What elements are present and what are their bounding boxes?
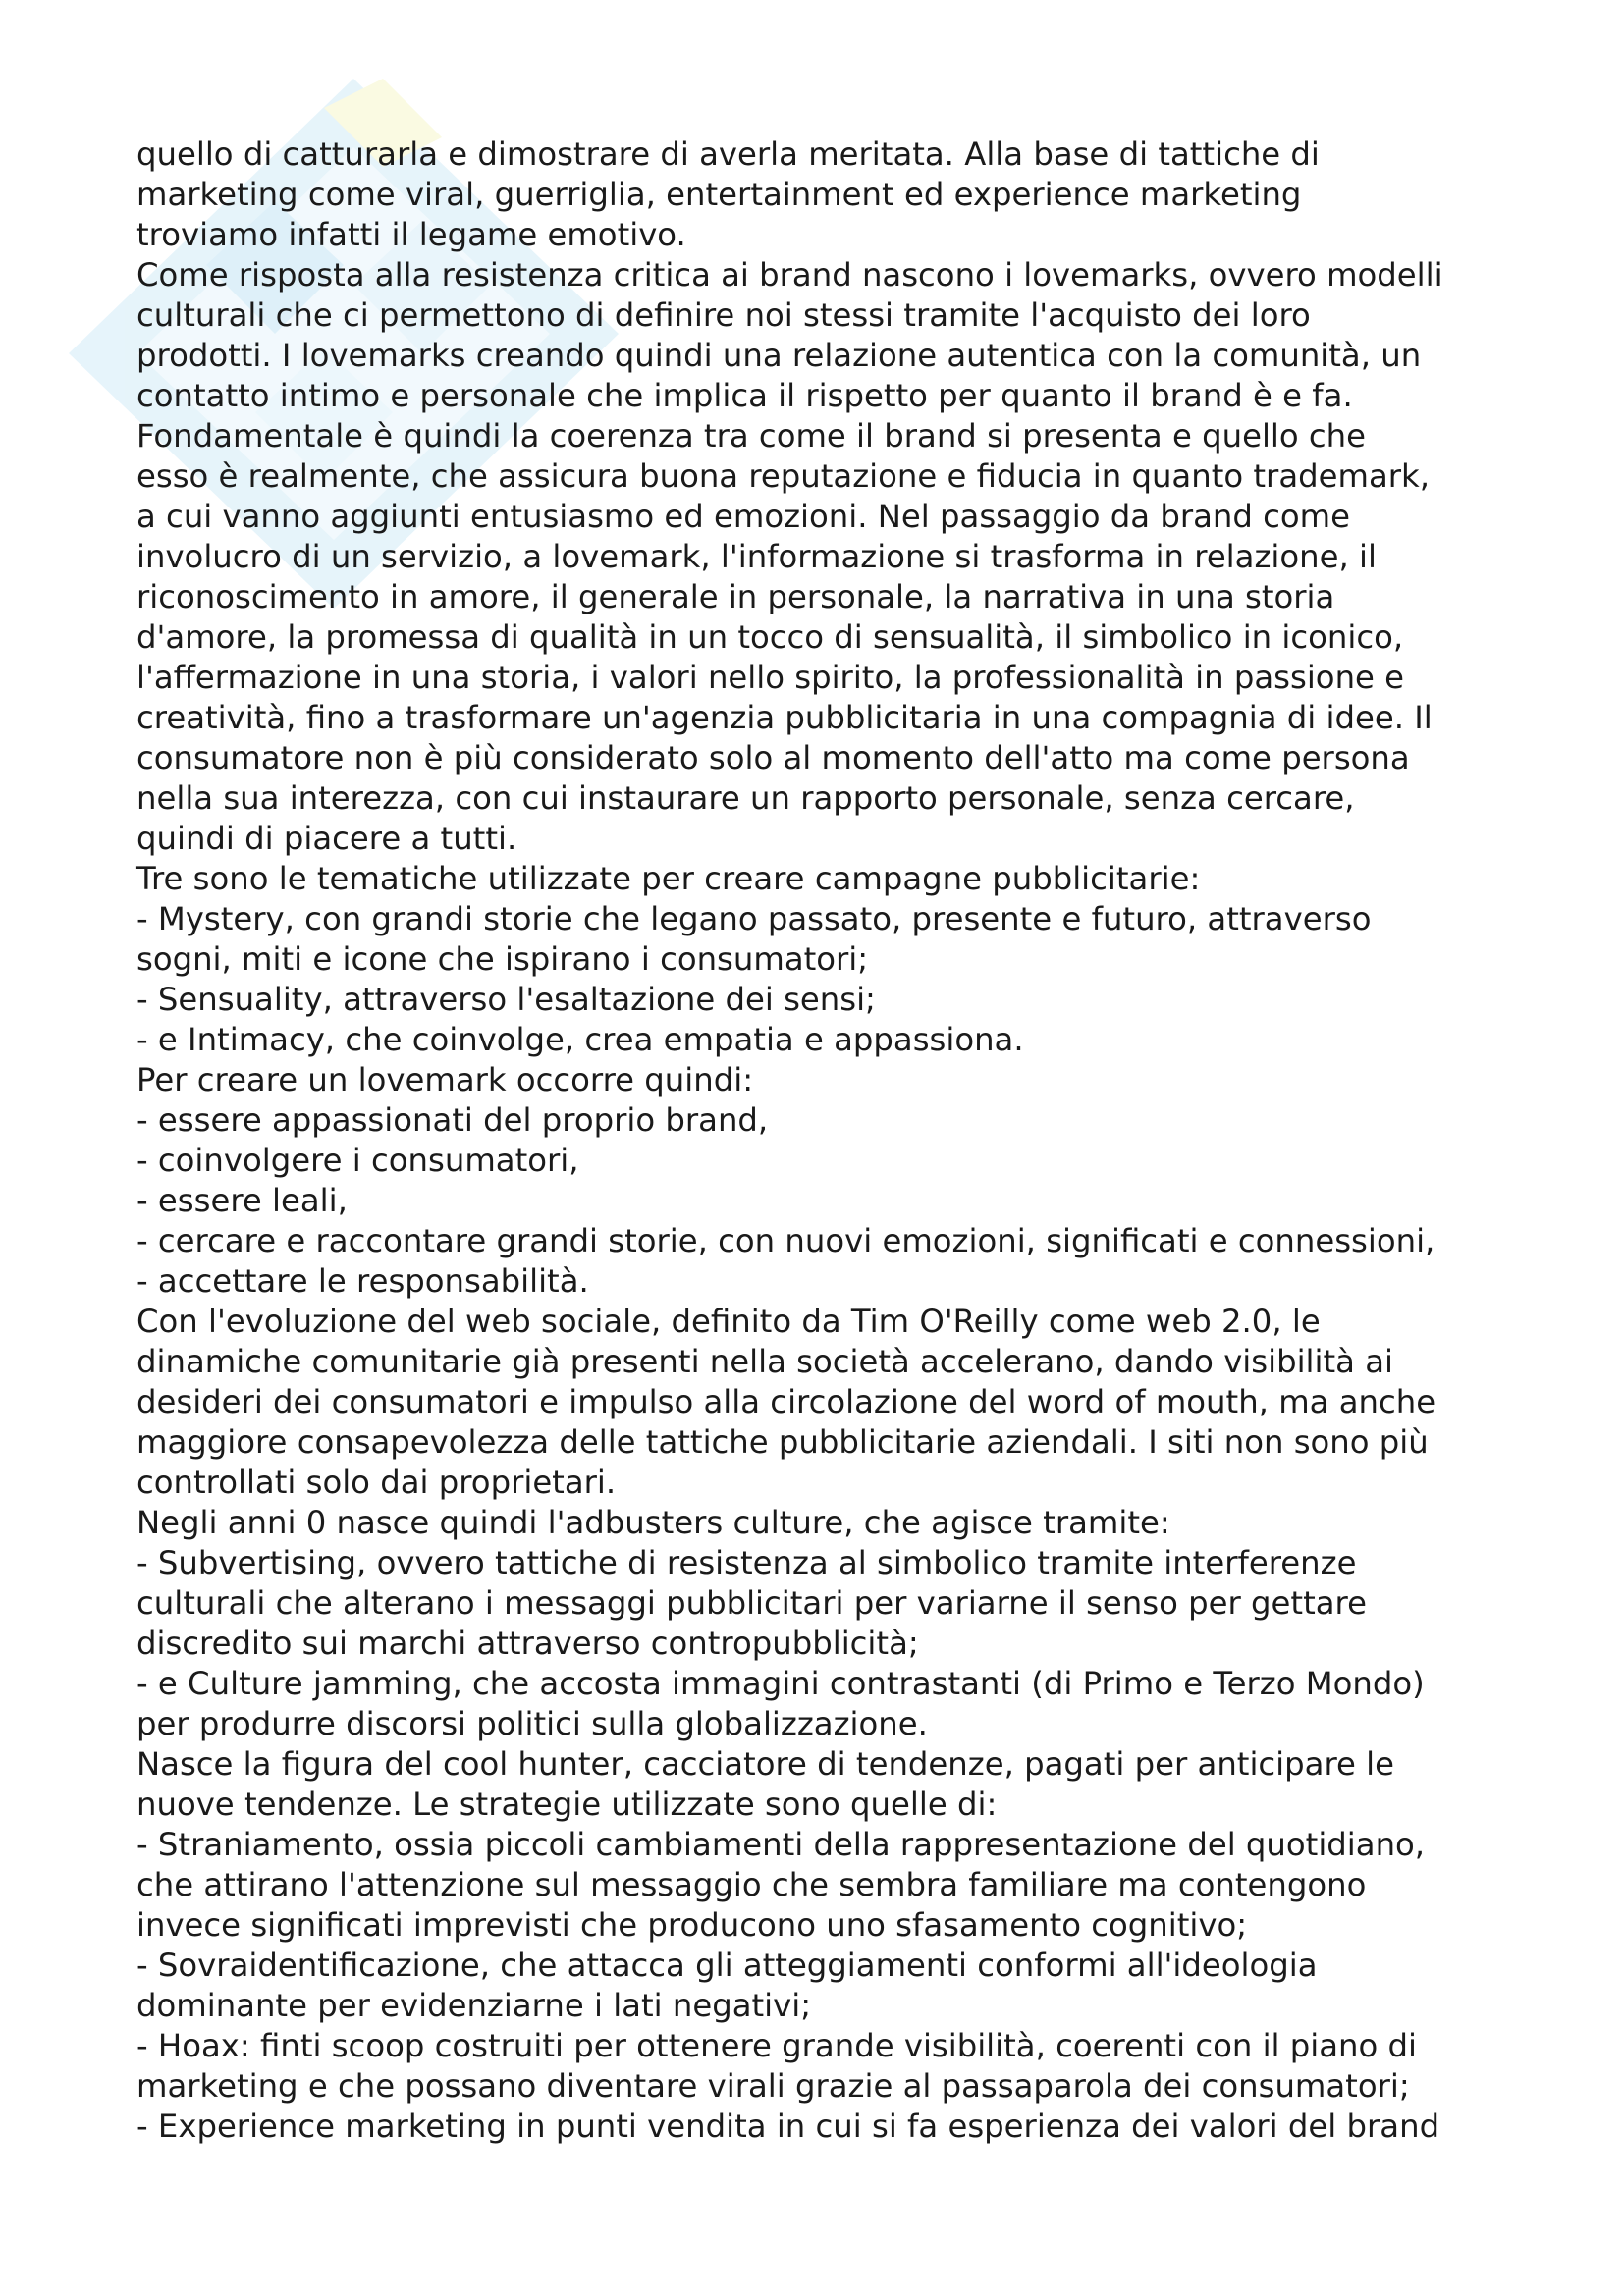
text-line: riconoscimento in amore, il generale in personale, la narrativa in una storia (136, 578, 1335, 615)
text-line: Negli anni 0 nasce quindi l'adbusters culture, che agisce tramite: (136, 1504, 1170, 1541)
text-line: - Hoax: finti scoop costruiti per ottenere grande visibilità, coerenti con il piano di (136, 2027, 1418, 2064)
text-line: - Sovraidentificazione, che attacca gli atteggiamenti conformi all'ideologia (136, 1947, 1318, 1984)
text-line: che attirano l'attenzione sul messaggio che sembra familiare ma contengono (136, 1866, 1367, 1903)
text-line: Tre sono le tematiche utilizzate per creare campagne pubblicitarie: (136, 860, 1201, 897)
text-line: d'amore, la promessa di qualità in un tocco di sensualità, il simbolico in iconico, (136, 618, 1404, 656)
text-line: esso è realmente, che assicura buona reputazione e fiducia in quanto trademark, (136, 457, 1430, 495)
text-line: creatività, fino a trasformare un'agenzia pubblicitaria in una compagnia di idee. Il (136, 699, 1433, 736)
text-line: marketing e che possano diventare virali grazie al passaparola dei consumatori; (136, 2067, 1410, 2105)
text-line: - essere appassionati del proprio brand, (136, 1101, 769, 1139)
text-line: Fondamentale è quindi la coerenza tra come il brand si presenta e quello che (136, 417, 1367, 454)
text-line: - Subvertising, ovvero tattiche di resistenza al simbolico tramite interferenze (136, 1544, 1357, 1581)
text-line: per produrre discorsi politici sulla globalizzazione. (136, 1705, 928, 1742)
text-line: controllati solo dai proprietari. (136, 1464, 617, 1501)
text-line: - e Culture jamming, che accosta immagini contrastanti (di Primo e Terzo Mondo) (136, 1665, 1425, 1702)
text-line: troviamo infatti il legame emotivo. (136, 216, 686, 253)
text-line: l'affermazione in una storia, i valori nello spirito, la professionalità in passione e (136, 659, 1405, 696)
text-line: quello di catturarla e dimostrare di averla meritata. Alla base di tattiche di (136, 135, 1320, 173)
text-line: maggiore consapevolezza delle tattiche pubblicitarie aziendali. I siti non sono più (136, 1423, 1429, 1461)
text-line: involucro di un servizio, a lovemark, l'informazione si trasforma in relazione, il (136, 538, 1377, 575)
text-line: marketing come viral, guerriglia, entertainment ed experience marketing (136, 176, 1302, 213)
text-line: Nasce la figura del cool hunter, cacciatore di tendenze, pagati per anticipare le (136, 1745, 1394, 1783)
text-line: - Straniamento, ossia piccoli cambiamenti della rappresentazione del quotidiano, (136, 1826, 1426, 1863)
text-line: sogni, miti e icone che ispirano i consumatori; (136, 940, 869, 978)
text-line: - accettare le responsabilità. (136, 1262, 589, 1300)
text-line: - coinvolgere i consumatori, (136, 1142, 579, 1179)
text-line: discredito sui marchi attraverso contropubblicità; (136, 1625, 919, 1662)
text-line: - Mystery, con grandi storie che legano passato, presente e futuro, attraverso (136, 900, 1372, 937)
text-line: consumatore non è più considerato solo al momento dell'atto ma come persona (136, 739, 1410, 776)
text-line: dominante per evidenziarne i lati negativi; (136, 1987, 812, 2024)
text-line: - cercare e raccontare grandi storie, con nuovi emozioni, significati e connessioni, (136, 1222, 1435, 1259)
text-line: quindi di piacere a tutti. (136, 820, 517, 857)
text-line: - essere leali, (136, 1182, 348, 1219)
text-line: nella sua interezza, con cui instaurare un rapporto personale, senza cercare, (136, 779, 1355, 817)
text-line: Per creare un lovemark occorre quindi: (136, 1061, 754, 1098)
text-line: contatto intimo e personale che implica il rispetto per quanto il brand è e fa. (136, 377, 1353, 414)
text-line: culturali che ci permettono di definire noi stessi tramite l'acquisto dei loro (136, 296, 1311, 334)
text-line: Con l'evoluzione del web sociale, definito da Tim O'Reilly come web 2.0, le (136, 1303, 1321, 1340)
text-line: - Experience marketing in punti vendita in cui si fa esperienza dei valori del brand (136, 2108, 1440, 2145)
text-line: - e Intimacy, che coinvolge, crea empatia e appassiona. (136, 1021, 1024, 1058)
document-body (136, 134, 1531, 2147)
text-line: dinamiche comunitarie già presenti nella società accelerano, dando visibilità ai (136, 1343, 1393, 1380)
text-line: - Sensuality, attraverso l'esaltazione dei sensi; (136, 981, 876, 1018)
text-line: prodotti. I lovemarks creando quindi una relazione autentica con la comunità, un (136, 337, 1422, 374)
text-line: culturali che alterano i messaggi pubblicitari per variarne il senso per gettare (136, 1584, 1367, 1622)
text-line: desideri dei consumatori e impulso alla circolazione del word of mouth, ma anche (136, 1383, 1436, 1420)
text-line: nuove tendenze. Le strategie utilizzate sono quelle di: (136, 1786, 998, 1823)
text-line: invece significati imprevisti che producono uno sfasamento cognitivo; (136, 1906, 1248, 1944)
text-line: Come risposta alla resistenza critica ai brand nascono i lovemarks, ovvero modelli (136, 256, 1443, 294)
text-line: a cui vanno aggiunti entusiasmo ed emozioni. Nel passaggio da brand come (136, 498, 1350, 535)
